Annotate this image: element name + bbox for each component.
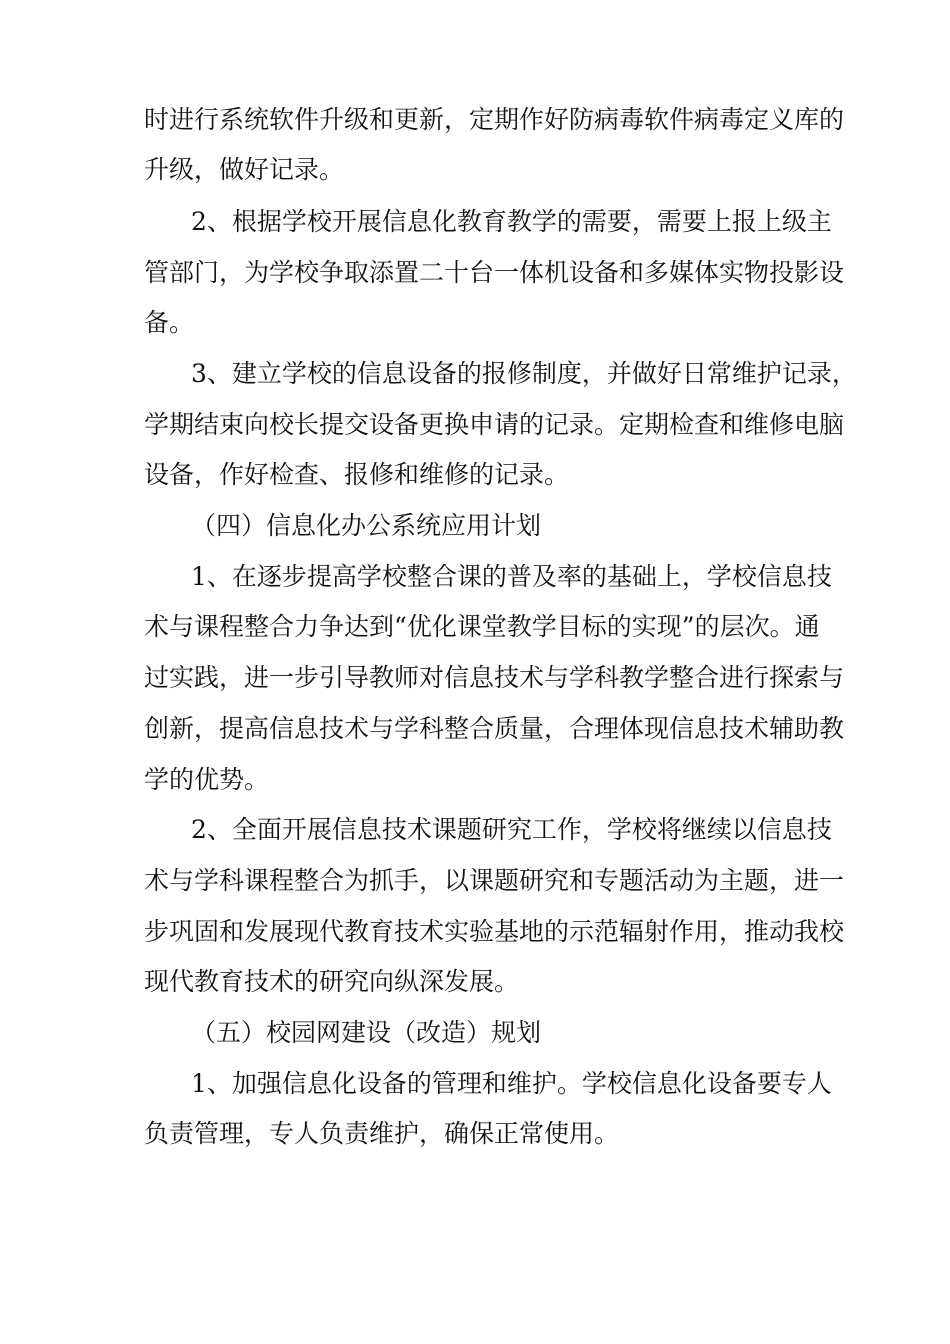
paragraph-line: 升级，做好记录。 xyxy=(144,155,345,184)
paragraph-line: 备。 xyxy=(144,308,195,337)
paragraph-line: 术与课程整合力争达到“优化课堂教学目标的实现”的层次。通 xyxy=(144,612,820,641)
paragraph-line: 设备，作好检查、报修和维修的记录。 xyxy=(144,460,570,489)
section-heading: （四）信息化办公系统应用计划 xyxy=(191,511,542,540)
paragraph-line: 1、加强信息化设备的管理和维护。学校信息化设备要专人 xyxy=(191,1069,832,1098)
section-heading: （五）校园网建设（改造）规划 xyxy=(191,1018,542,1047)
paragraph-line: 现代教育技术的研究向纵深发展。 xyxy=(144,967,520,996)
paragraph-line: 3、建立学校的信息设备的报修制度，并做好日常维护记录， xyxy=(191,359,857,388)
paragraph-line: 2、根据学校开展信息化教育教学的需要，需要上报上级主 xyxy=(191,207,832,236)
paragraph-line: 负责管理，专人负责维护，确保正常使用。 xyxy=(144,1119,620,1148)
paragraph-line: 2、全面开展信息技术课题研究工作，学校将继续以信息技 xyxy=(191,815,832,844)
paragraph-line: 创新，提高信息技术与学科整合质量，合理体现信息技术辅助教 xyxy=(144,714,845,743)
paragraph-line: 学的优势。 xyxy=(144,765,270,794)
paragraph-line: 1、在逐步提高学校整合课的普及率的基础上，学校信息技 xyxy=(191,562,832,591)
paragraph-line: 学期结束向校长提交设备更换申请的记录。定期检查和维修电脑 xyxy=(144,410,845,439)
paragraph-line: 时进行系统软件升级和更新，定期作好防病毒软件病毒定义库的 xyxy=(144,105,845,134)
paragraph-line: 步巩固和发展现代教育技术实验基地的示范辐射作用，推动我校 xyxy=(144,917,845,946)
paragraph-line: 术与学科课程整合为抓手，以课题研究和专题活动为主题，进一 xyxy=(144,866,845,895)
paragraph-line: 过实践，进一步引导教师对信息技术与学科教学整合进行探索与 xyxy=(144,663,845,692)
paragraph-line: 管部门，为学校争取添置二十台一体机设备和多媒体实物投影设 xyxy=(144,258,845,287)
